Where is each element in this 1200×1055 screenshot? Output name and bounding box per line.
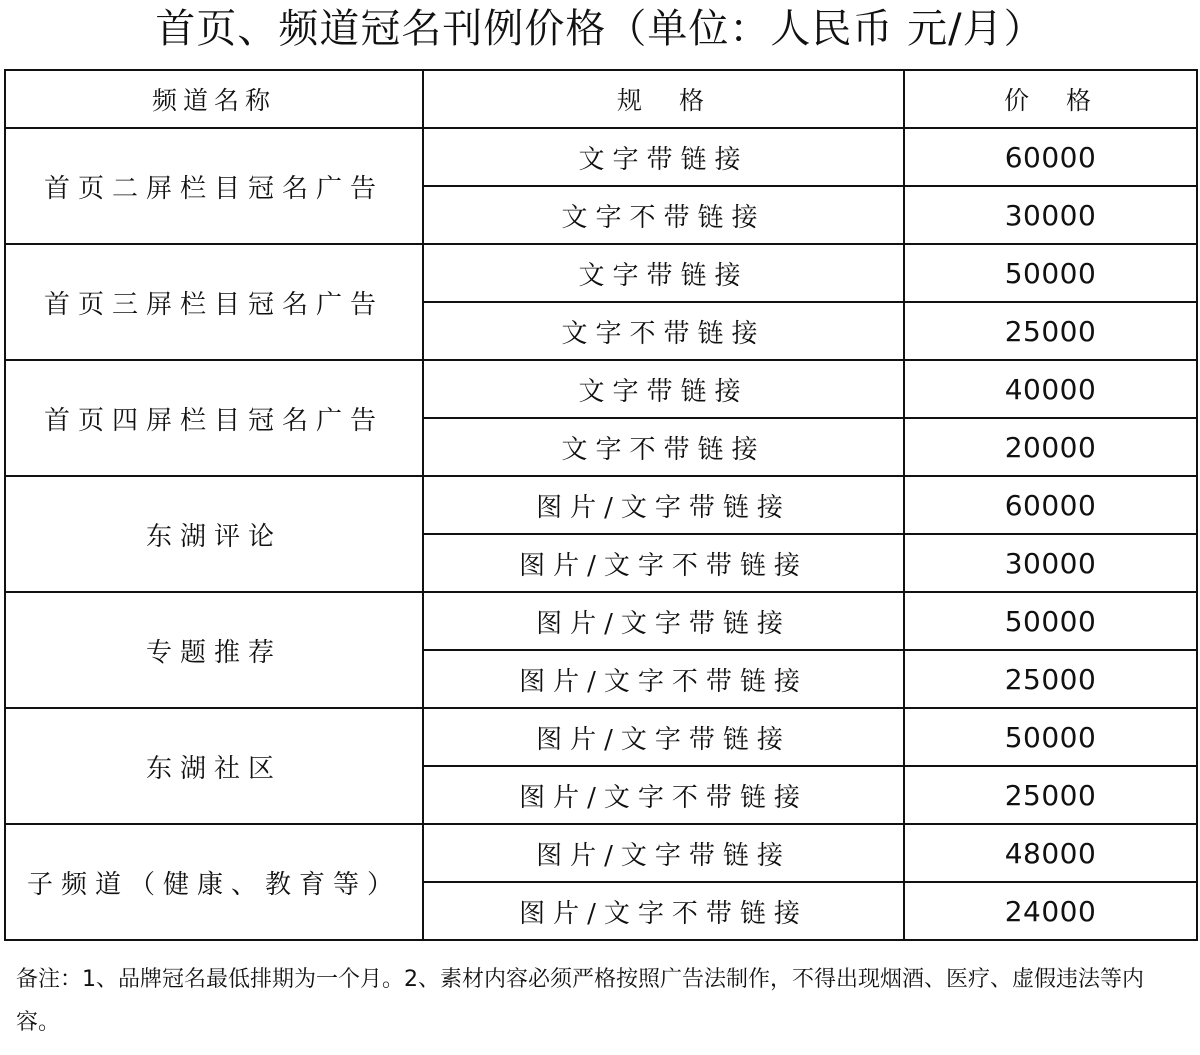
price-cell: 25000 [904, 766, 1197, 824]
spec-cell: 文字不带链接 [423, 418, 904, 476]
spec-cell: 图片/文字不带链接 [423, 766, 904, 824]
table-row [5, 592, 1197, 650]
price-cell: 20000 [904, 418, 1197, 476]
channel-name-cell: 首页四屏栏目冠名广告 [5, 360, 423, 476]
price-cell: 50000 [904, 708, 1197, 766]
table-header-row [5, 70, 1197, 128]
price-cell: 60000 [904, 128, 1197, 186]
page-title: 首页、频道冠名刊例价格（单位：人民币 元/月） [155, 6, 1045, 52]
spec-cell: 图片/文字不带链接 [423, 534, 904, 592]
price-cell: 48000 [904, 824, 1197, 882]
table-row [5, 476, 1197, 534]
channel-name-cell: 子频道（健康、教育等） [5, 824, 423, 940]
spec-cell: 图片/文字带链接 [423, 708, 904, 766]
header-channel-name: 频道名称 [5, 70, 423, 128]
channel-name-cell: 东湖评论 [5, 476, 423, 592]
price-cell: 60000 [904, 476, 1197, 534]
spec-cell: 图片/文字带链接 [423, 824, 904, 882]
price-cell: 25000 [904, 302, 1197, 360]
table-row [5, 360, 1197, 418]
spec-cell: 文字带链接 [423, 244, 904, 302]
price-cell: 30000 [904, 534, 1197, 592]
table-row [5, 824, 1197, 882]
header-price: 价 格 [904, 70, 1197, 128]
price-cell: 25000 [904, 650, 1197, 708]
table-row [5, 708, 1197, 766]
price-cell: 24000 [904, 882, 1197, 940]
channel-name-cell: 首页三屏栏目冠名广告 [5, 244, 423, 360]
spec-cell: 文字带链接 [423, 128, 904, 186]
channel-name-cell: 首页二屏栏目冠名广告 [5, 128, 423, 244]
price-cell: 50000 [904, 244, 1197, 302]
header-spec: 规 格 [423, 70, 904, 128]
price-table [4, 69, 1198, 941]
spec-cell: 文字带链接 [423, 360, 904, 418]
table-row [5, 244, 1197, 302]
spec-cell: 图片/文字带链接 [423, 592, 904, 650]
channel-name-cell: 专题推荐 [5, 592, 423, 708]
price-cell: 50000 [904, 592, 1197, 650]
price-cell: 30000 [904, 186, 1197, 244]
table-row [5, 128, 1197, 186]
footnote: 备注：1、品牌冠名最低排期为一个月。2、素材内容必须严格按照广告法制作，不得出现烟酒、医疗、虚假违法等内容。 [16, 967, 1144, 1035]
spec-cell: 图片/文字不带链接 [423, 650, 904, 708]
channel-name-cell: 东湖社区 [5, 708, 423, 824]
spec-cell: 文字不带链接 [423, 302, 904, 360]
spec-cell: 图片/文字不带链接 [423, 882, 904, 940]
price-cell: 40000 [904, 360, 1197, 418]
spec-cell: 图片/文字带链接 [423, 476, 904, 534]
spec-cell: 文字不带链接 [423, 186, 904, 244]
